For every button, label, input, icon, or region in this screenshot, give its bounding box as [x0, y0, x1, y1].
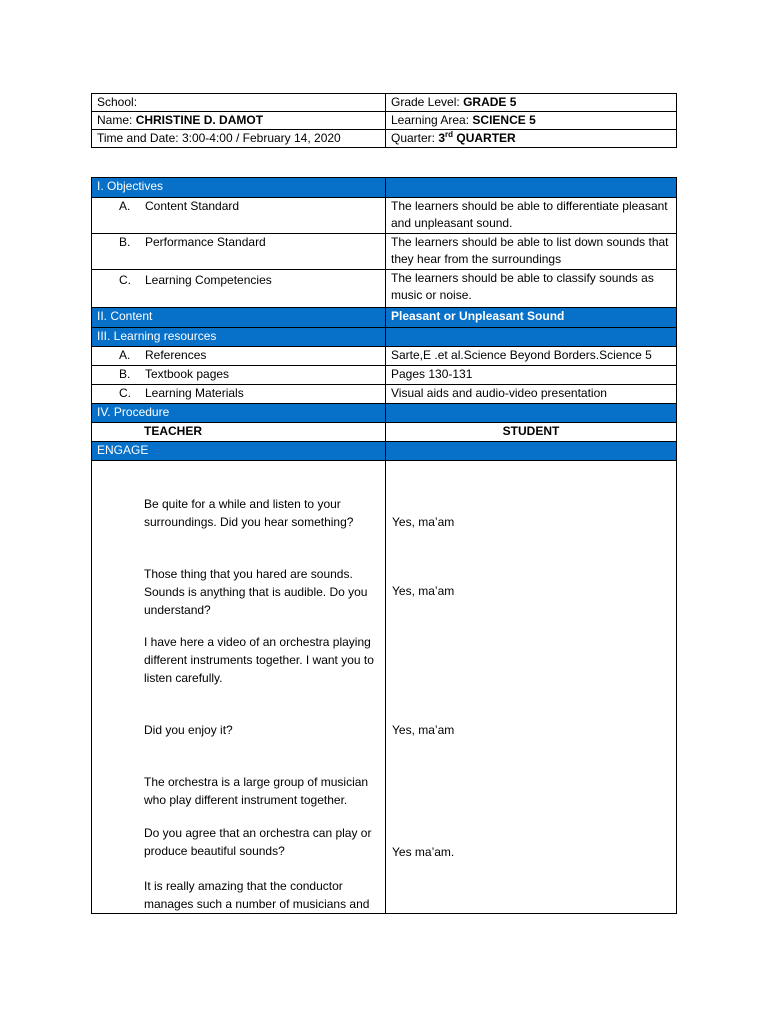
materials-label: Learning Materials	[145, 386, 244, 400]
student-line: Yes ma’am.	[392, 845, 455, 859]
teacher-name-cell: Name: CHRISTINE D. DAMOT	[92, 112, 386, 130]
content-standard-text: The learners should be able to differentiate pleasant and unpleasant sound.	[386, 198, 677, 234]
materials-row: C. Learning Materials Visual aids and audio-video presentation	[92, 385, 677, 404]
student-dialog-cell	[386, 461, 677, 914]
engage-dialog-row	[92, 461, 677, 914]
content-row	[92, 308, 677, 328]
content-standard-row: A. Content Standard The learners should be able to differentiate pleasant and unpleasant sound.	[92, 198, 677, 234]
resources-heading: III. Learning resources	[92, 328, 386, 347]
teacher-column-header: TEACHER	[92, 423, 386, 442]
content-heading: II. Content	[92, 308, 386, 328]
textbook-label: Textbook pages	[145, 367, 230, 381]
grade-level-cell: Grade Level: GRADE 5	[386, 94, 677, 112]
teacher-line: It is really amazing that the conductor manages such a number of musicians and	[144, 879, 370, 911]
objectives-row	[92, 178, 677, 198]
procedure-heading: IV. Procedure	[92, 404, 386, 423]
materials-text: Visual aids and audio-video presentation	[386, 385, 677, 404]
teacher-line: Did you enjoy it?	[144, 723, 233, 737]
engage-row	[92, 442, 677, 461]
teacher-line: Be quite for a while and listen to your surroundings. Did you hear something?	[144, 497, 354, 529]
textbook-text: Pages 130-131	[386, 366, 677, 385]
teacher-line: The orchestra is a large group of musician who play different instrument together.	[144, 775, 369, 807]
resources-row	[92, 328, 677, 347]
references-row: A. References Sarte,E .et al.Science Beyond Borders.Science 5	[92, 347, 677, 366]
textbook-row: B. Textbook pages Pages 130-131	[92, 366, 677, 385]
school-cell: School:	[92, 94, 386, 112]
teacher-line: Do you agree that an orchestra can play or produce beautiful sounds?	[144, 826, 372, 858]
learning-competencies-text: The learners should be able to classify sounds as music or noise.	[386, 270, 677, 308]
objectives-heading: I. Objectives	[92, 178, 386, 198]
procedure-row	[92, 404, 677, 423]
teacher-line: I have here a video of an orchestra playing different instruments together. I want you to listen carefully.	[144, 635, 374, 685]
student-line: Yes, ma’am	[392, 515, 455, 529]
teacher-line: Those thing that you hared are sounds. Sounds is anything that is audible. Do you understand?	[144, 567, 368, 617]
learning-competencies-label: Learning Competencies	[145, 273, 272, 287]
learning-area-cell: Learning Area: SCIENCE 5	[386, 112, 677, 130]
references-text: Sarte,E .et al.Science Beyond Borders.Science 5	[386, 347, 677, 366]
header-info-table	[91, 93, 677, 148]
learning-competencies-row: C. Learning Competencies The learners should be able to classify sounds as music or noise.	[92, 270, 677, 308]
teacher-dialog-cell	[92, 461, 386, 914]
student-line: Yes, ma’am	[392, 723, 455, 737]
content-topic: Pleasant or Unpleasant Sound	[386, 308, 677, 328]
performance-standard-row: B. Performance Standard The learners should be able to list down sounds that they hear from the surroundings	[92, 234, 677, 270]
time-date-cell: Time and Date: 3:00-4:00 / February 14, 2020	[92, 130, 386, 148]
engage-heading: ENGAGE	[92, 442, 386, 461]
quarter-cell: Quarter: 3rd QUARTER	[386, 130, 677, 148]
content-standard-label: Content Standard	[145, 199, 240, 213]
student-column-header: STUDENT	[386, 423, 677, 442]
teacher-student-header	[92, 423, 677, 442]
performance-standard-text: The learners should be able to list down sounds that they hear from the surroundings	[386, 234, 677, 270]
performance-standard-label: Performance Standard	[145, 235, 266, 249]
student-line: Yes, ma’am	[392, 584, 455, 598]
lesson-plan-table	[91, 177, 677, 914]
references-label: References	[145, 348, 207, 362]
